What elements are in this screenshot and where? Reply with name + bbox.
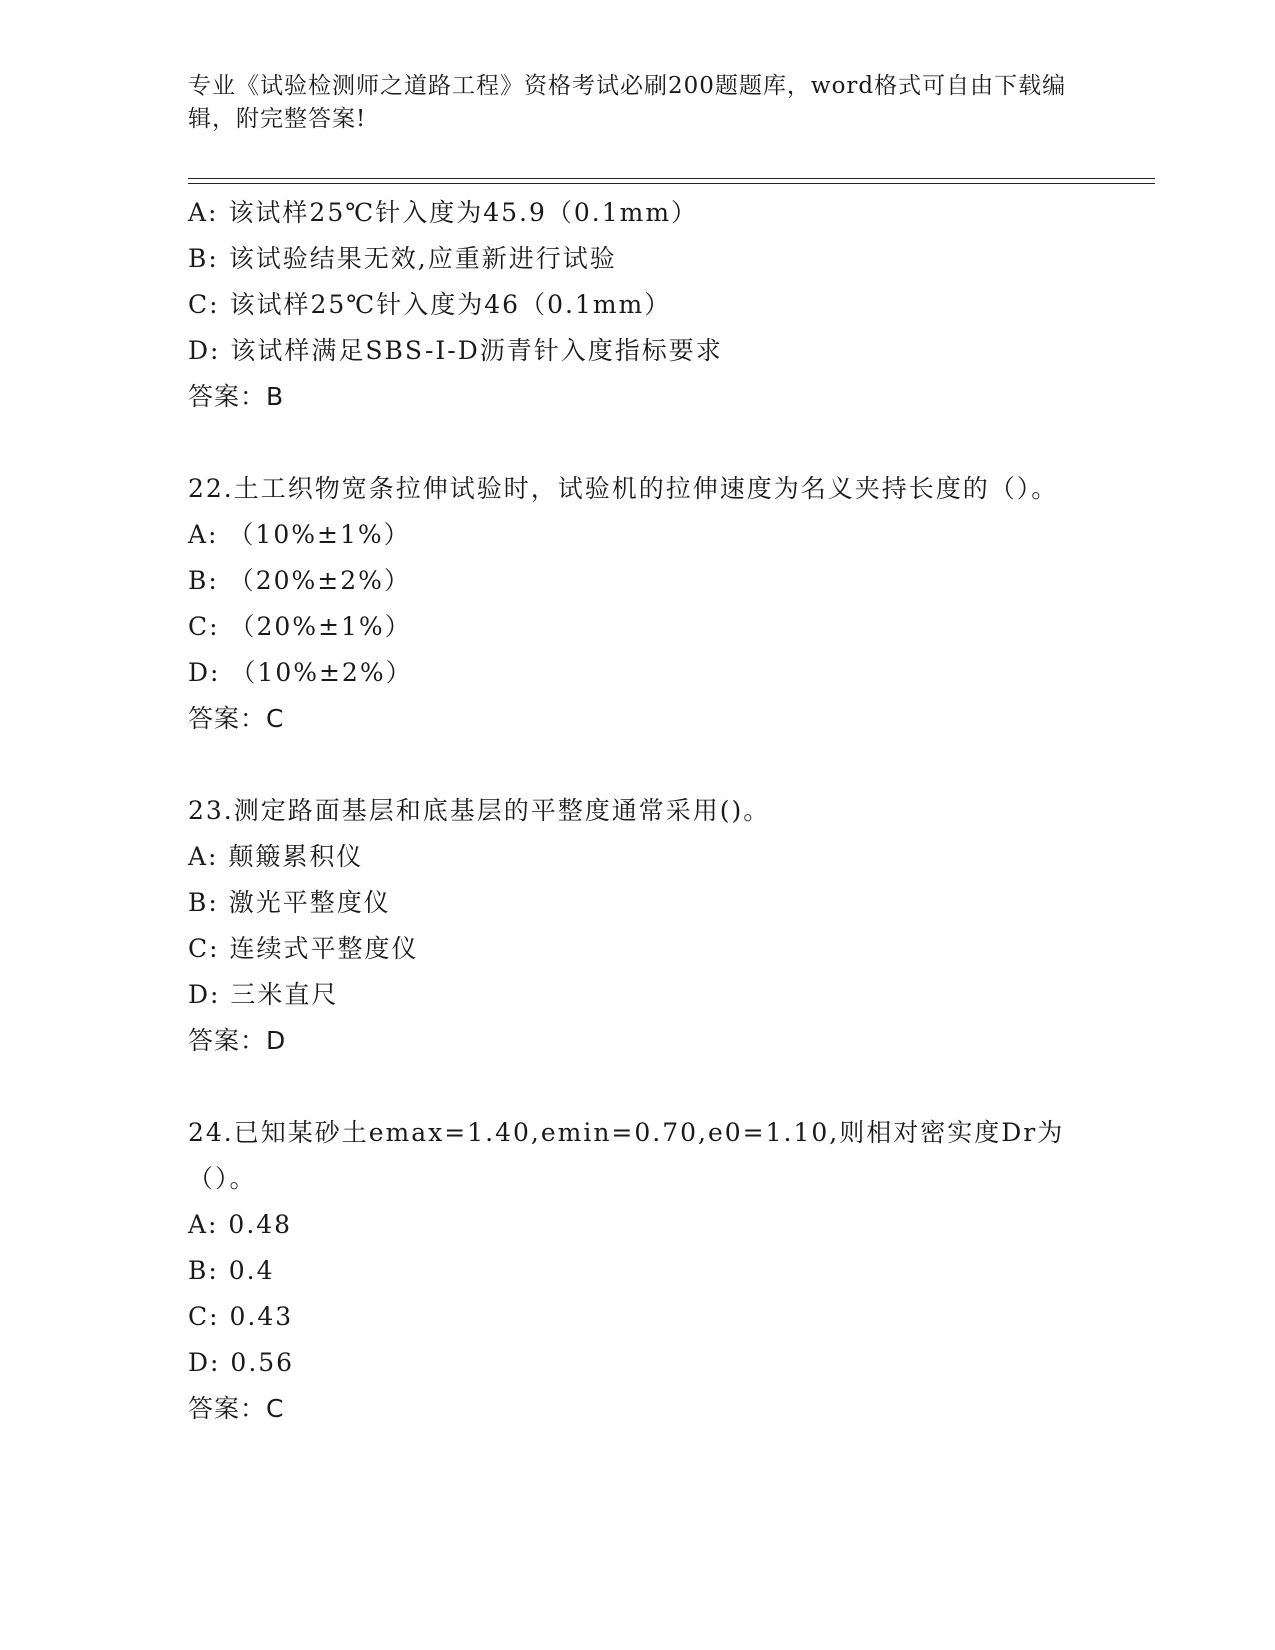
- answer: 答案：B: [188, 382, 285, 411]
- option-a: A: 0.48: [188, 1210, 293, 1239]
- option-d: D: 该试样满足SBS-Ⅰ-D沥青针入度指标要求: [188, 336, 723, 365]
- option-c: C: （20%±1%）: [188, 612, 412, 641]
- option-b: B: 0.4: [188, 1256, 275, 1285]
- answer: 答案：C: [188, 1394, 285, 1423]
- option-a: A: （10%±1%）: [188, 520, 411, 549]
- question-21: [188, 190, 1088, 420]
- option-b: B: （20%±2%）: [188, 566, 411, 595]
- option-a: A: 该试样25℃针入度为45.9（0.1mm）: [188, 198, 699, 227]
- question-text: 24.已知某砂土emax=1.40,emin=0.70,e0=1.10,则相对密实度Dr为（）。: [188, 1118, 1065, 1193]
- option-d: D: 0.56: [188, 1348, 295, 1377]
- option-c: C: 该试样25℃针入度为46（0.1mm）: [188, 290, 672, 319]
- option-b: B: 该试验结果无效,应重新进行试验: [188, 244, 617, 273]
- header-rule-bottom: [188, 183, 1155, 184]
- option-b: B: 激光平整度仪: [188, 888, 391, 917]
- question-23: [188, 788, 1088, 1064]
- option-c: C: 连续式平整度仪: [188, 934, 419, 963]
- answer: 答案：D: [188, 1026, 287, 1055]
- question-24: [188, 1110, 1088, 1432]
- document-header: 专业《试验检测师之道路工程》资格考试必刷200题题库，word格式可自由下载编辑，附完整答案!: [188, 73, 1067, 132]
- question-text: 23.测定路面基层和底基层的平整度通常采用()。: [188, 796, 771, 825]
- question-22: [188, 466, 1088, 742]
- answer: 答案：C: [188, 704, 285, 733]
- option-d: D: （10%±2%）: [188, 658, 413, 687]
- question-list: [188, 190, 1088, 1432]
- header-rule-top: [188, 178, 1155, 179]
- option-a: A: 颠簸累积仪: [188, 842, 364, 871]
- option-d: D: 三米直尺: [188, 980, 339, 1009]
- option-c: C: 0.43: [188, 1302, 294, 1331]
- question-text: 22.土工织物宽条拉伸试验时，试验机的拉伸速度为名义夹持长度的（）。: [188, 474, 1059, 503]
